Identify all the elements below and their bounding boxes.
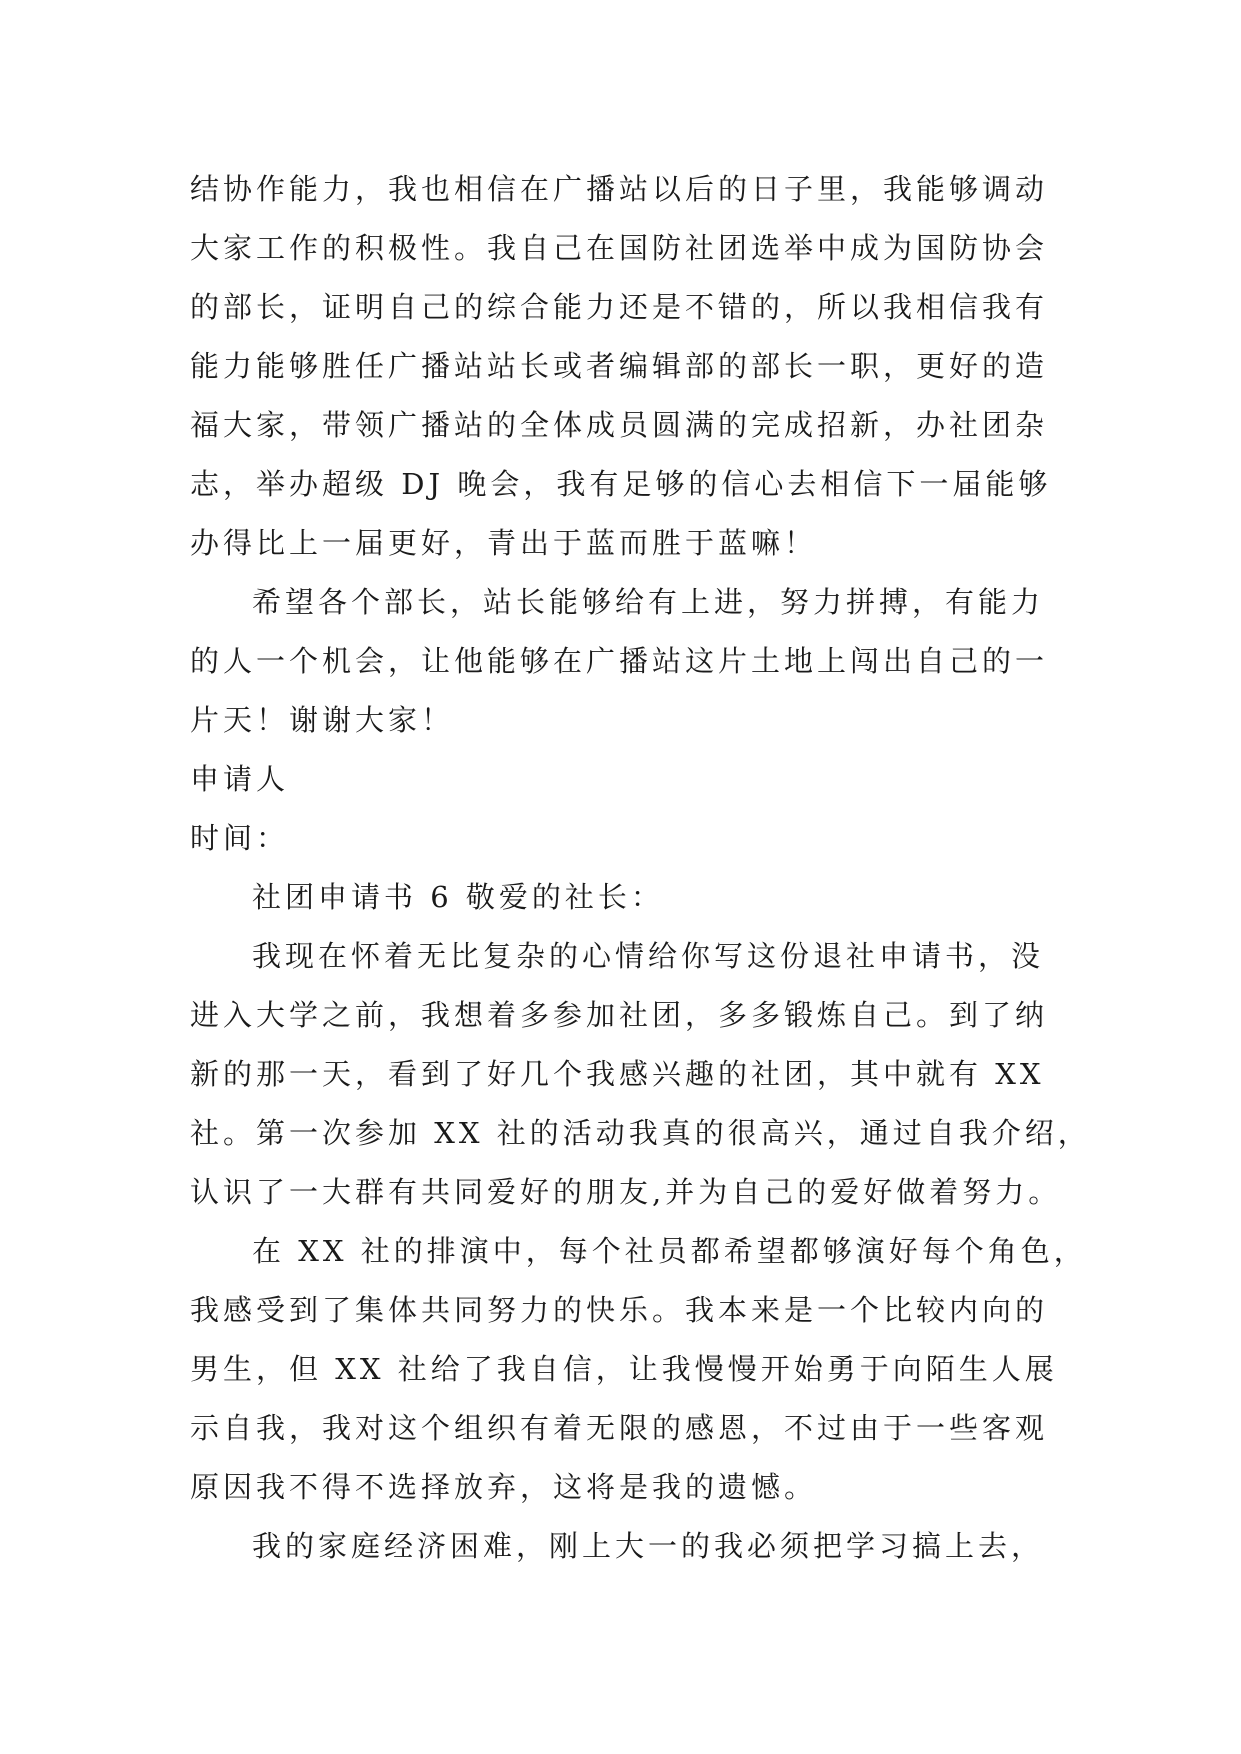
text-line: 办得比上一届更好，青出于蓝而胜于蓝嘛！ xyxy=(190,526,818,560)
text-line: 新的那一天，看到了好几个我感兴趣的社团，其中就有 XX xyxy=(190,1057,1045,1091)
text-line: 时间： xyxy=(190,821,290,855)
text-line: 我的家庭经济困难，刚上大一的我必须把学习搞上去， xyxy=(252,1529,1045,1563)
text-line: 认识了一大群有共同爱好的朋友,并为自己的爱好做着努力。 xyxy=(190,1175,1062,1209)
text-line: 大家工作的积极性。我自己在国防社团选举中成为国防协会 xyxy=(190,231,1049,265)
text-line: 片天！谢谢大家！ xyxy=(190,703,455,737)
text-line: 社团申请书 6 敬爱的社长： xyxy=(252,880,664,914)
text-line: 原因我不得不选择放弃，这将是我的遗憾。 xyxy=(190,1470,818,1504)
text-line: 能力能够胜任广播站站长或者编辑部的部长一职，更好的造 xyxy=(190,349,1049,383)
text-line: 进入大学之前，我想着多参加社团，多多锻炼自己。到了纳 xyxy=(190,998,1049,1032)
text-line: 志，举办超级 DJ 晚会，我有足够的信心去相信下一届能够 xyxy=(190,467,1052,501)
text-line: 我现在怀着无比复杂的心情给你写这份退社申请书，没 xyxy=(252,939,1045,973)
text-line: 我感受到了集体共同努力的快乐。我本来是一个比较内向的 xyxy=(190,1293,1049,1327)
text-line: 示自我，我对这个组织有着无限的感恩，不过由于一些客观 xyxy=(190,1411,1049,1445)
text-line: 男生，但 XX 社给了我自信，让我慢慢开始勇于向陌生人展 xyxy=(190,1352,1058,1386)
text-line: 的部长，证明自己的综合能力还是不错的，所以我相信我有 xyxy=(190,290,1049,324)
text-line: 希望各个部长，站长能够给有上进，努力拼搏，有能力 xyxy=(252,585,1045,619)
text-line: 结协作能力，我也相信在广播站以后的日子里，我能够调动 xyxy=(190,172,1049,206)
text-line: 福大家，带领广播站的全体成员圆满的完成招新，办社团杂 xyxy=(190,408,1049,442)
text-line: 社。第一次参加 XX 社的活动我真的很高兴，通过自我介绍， xyxy=(190,1116,1091,1150)
text-line: 申请人 xyxy=(190,762,290,796)
text-line: 的人一个机会，让他能够在广播站这片土地上闯出自己的一 xyxy=(190,644,1049,678)
text-line: 在 XX 社的排演中，每个社员都希望都够演好每个角色， xyxy=(252,1234,1087,1268)
document-body xyxy=(190,160,1091,1576)
